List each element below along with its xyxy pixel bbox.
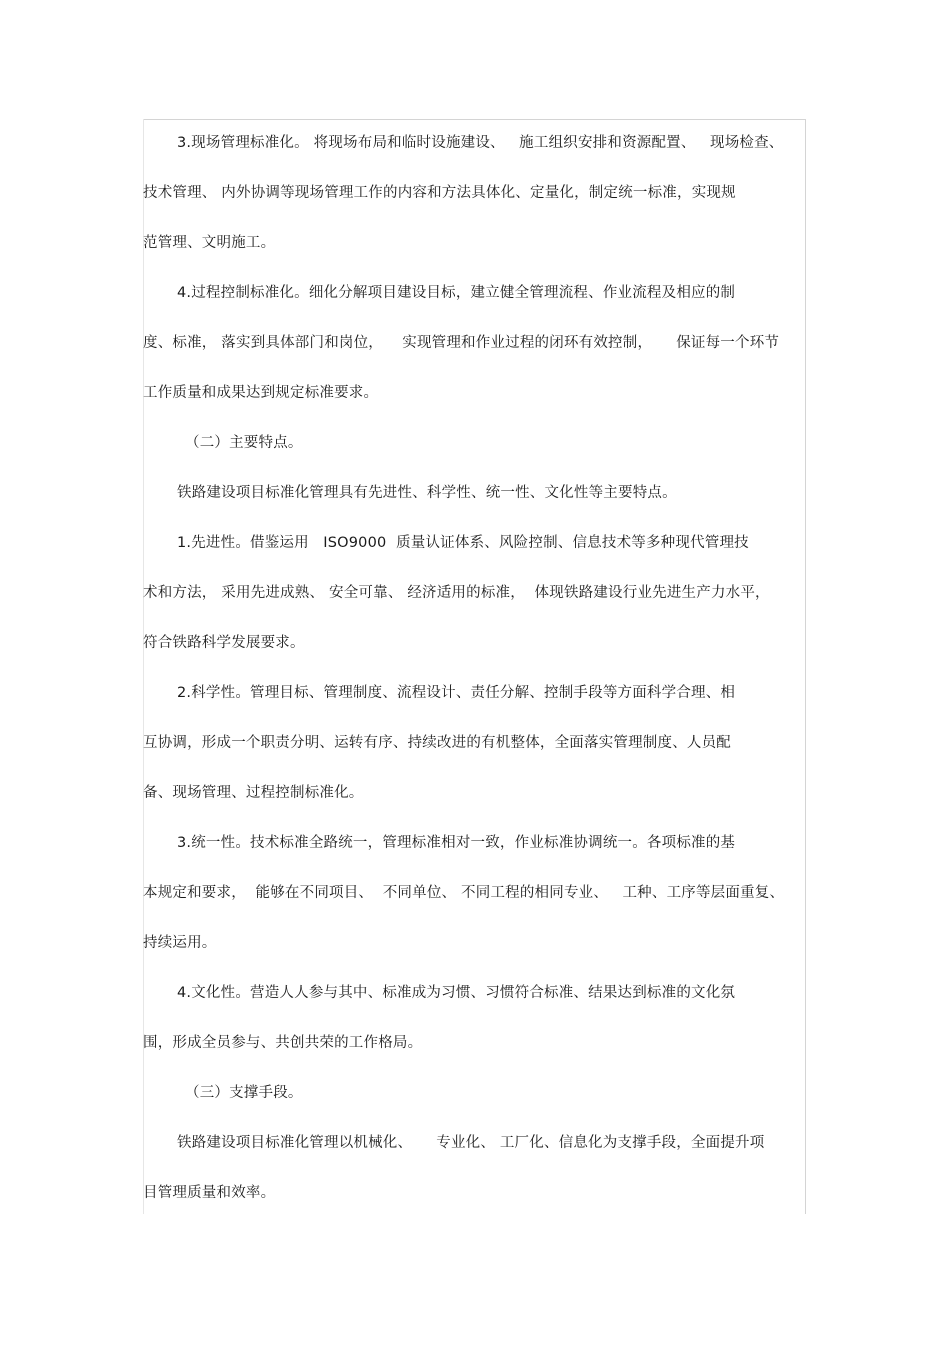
paragraph-line: 本规定和要求， 能够在不同项目、 不同单位、 不同工程的相同专业、 工种、工序等层面重复、 [143,885,785,901]
paragraph-line: 工作质量和成果达到规定标准要求。 [143,385,379,401]
section-heading: （二）主要特点。 [185,435,303,451]
paragraph-line: 1.先进性。借鉴运用 ISO9000 质量认证体系、风险控制、信息技术等多种现代管理技 [177,535,749,551]
paragraph-line: 2.科学性。管理目标、管理制度、流程设计、责任分解、控制手段等方面科学合理、相 [177,685,736,701]
paragraph-line: 4.过程控制标准化。细化分解项目建设目标，建立健全管理流程、作业流程及相应的制 [177,285,736,301]
paragraph-line: 技术管理、 内外协调等现场管理工作的内容和方法具体化、定量化，制定统一标准，实现规 [143,185,736,201]
paragraph-line: 符合铁路科学发展要求。 [143,635,305,651]
paragraph-line: 备、现场管理、过程控制标准化。 [143,785,364,801]
paragraph-line: 铁路建设项目标准化管理以机械化、 专业化、 工厂化、信息化为支撑手段，全面提升项 [177,1135,765,1151]
paragraph-line: 3.现场管理标准化。 将现场布局和临时设施建设、 施工组织安排和资源配置、 现场检查、 [177,135,784,151]
paragraph-line: 术和方法， 采用先进成熟、 安全可靠、 经济适用的标准， 体现铁路建设行业先进生产力水平， [143,585,770,601]
paragraph-line: 范管理、文明施工。 [143,235,276,251]
paragraph-line: 围，形成全员参与、共创共荣的工作格局。 [143,1035,423,1051]
paragraph-line: 持续运用。 [143,935,217,951]
paragraph-line: 度、标准， 落实到具体部门和岗位， 实现管理和作业过程的闭环有效控制， 保证每一个环节 [143,335,780,351]
paragraph-line: 目管理质量和效率。 [143,1185,276,1201]
paragraph-line: 3.统一性。技术标准全路统一，管理标准相对一致，作业标准协调统一。各项标准的基 [177,835,736,851]
section-heading: （三）支撑手段。 [185,1085,303,1101]
paragraph-line: 铁路建设项目标准化管理具有先进性、科学性、统一性、文化性等主要特点。 [177,485,677,501]
paragraph-line: 互协调，形成一个职责分明、运转有序、持续改进的有机整体，全面落实管理制度、人员配 [143,735,731,751]
paragraph-line: 4.文化性。营造人人参与其中、标准成为习惯、习惯符合标准、结果达到标准的文化氛 [177,985,736,1001]
